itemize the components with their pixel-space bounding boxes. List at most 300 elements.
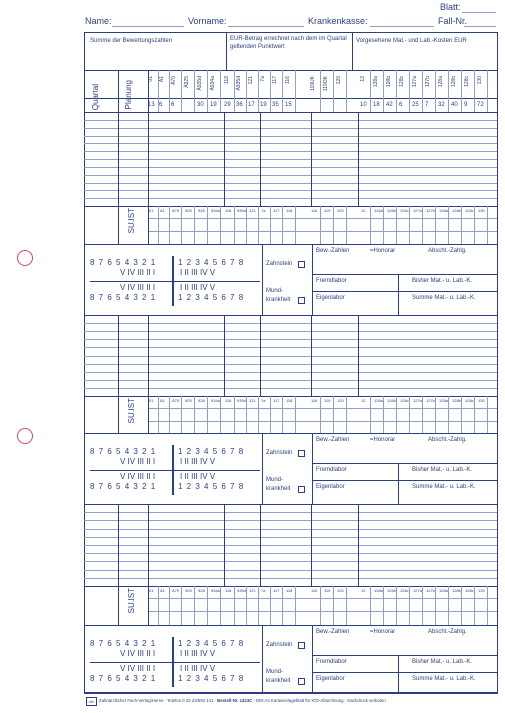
su-label: SU. [127, 410, 136, 424]
su-column-divider-6 [234, 586, 235, 625]
writing-line[interactable] [84, 120, 497, 121]
su-code-3: 925 [185, 588, 192, 593]
su-column-divider-16 [383, 396, 384, 433]
block-bottom-line [84, 692, 497, 693]
writing-column-divider-5 [358, 315, 359, 396]
su-code-9: 7a [261, 398, 266, 403]
abscht-label: Abscht.-Zahlg. [428, 629, 467, 635]
column-code-17: 128b [386, 76, 392, 88]
ist-label: IST [127, 398, 136, 411]
writing-line[interactable] [84, 190, 497, 191]
su-code-14: 120 [337, 208, 344, 213]
su-code-2: Ä70 [172, 208, 180, 213]
writing-line[interactable] [84, 143, 497, 144]
su-code-14: 120 [337, 398, 344, 403]
su-ist-code-line [148, 218, 497, 219]
su-code-20: 127b [426, 208, 435, 213]
su-code-17: 126b [387, 588, 396, 593]
column-number-17: 42 [386, 102, 393, 108]
column-divider-19 [422, 70, 423, 112]
billing-line-1 [312, 274, 497, 275]
mund-label: Mund- [266, 288, 284, 294]
column-code-7: Ä935d [236, 76, 242, 91]
bisher-label: Bisher Mat.- u. Lab.-K. [412, 278, 473, 284]
column-divider-24 [487, 70, 488, 112]
su-ist-code-line [148, 408, 497, 409]
su-code-18: 126c [400, 398, 409, 403]
su-code-16: 126a [374, 588, 383, 593]
teeth-upper-left: 1 2 3 4 5 6 7 8 [178, 258, 245, 267]
su-code-4: 928 [198, 588, 205, 593]
su-column-divider-24 [487, 586, 488, 625]
writing-line[interactable] [84, 388, 497, 389]
su-column-divider-5 [220, 206, 221, 244]
column-number-19: 25 [412, 102, 419, 108]
su-code-1: Ä1 [160, 208, 165, 213]
column-code-16: 128a [373, 76, 379, 88]
column-divider-15 [370, 70, 371, 112]
su-column-divider-8 [258, 396, 259, 433]
su-code-6: 118 [225, 588, 232, 593]
column-code-18: 128c [399, 76, 405, 87]
su-code-4: 928 [198, 398, 205, 403]
su-code-8: 121 [249, 588, 256, 593]
su-code-11: 118 [286, 588, 293, 593]
eur-betrag-label: EUR-Betrag errechnet nach dem im Quartal geltenden Punktwert [230, 36, 347, 50]
column-divider-8 [258, 70, 259, 112]
bew-zahlen-label: Bew.-Zahlen [316, 248, 350, 254]
ist-label: IST [127, 588, 136, 601]
writing-line[interactable] [84, 356, 497, 357]
su-column-divider-4 [207, 396, 208, 433]
su-column-divider-3 [194, 586, 195, 625]
su-column-divider-17 [396, 206, 397, 244]
column-divider-14 [346, 70, 347, 112]
writing-line[interactable] [84, 372, 497, 373]
teeth-milk-lower-left: I II III IV V [180, 472, 216, 481]
zahnstein-checkbox[interactable] [298, 261, 305, 268]
writing-column-divider-4 [311, 504, 312, 586]
column-number-22: 40 [451, 102, 458, 108]
writing-column-divider-5 [358, 504, 359, 586]
honorar-label: =Honorar [370, 248, 396, 254]
vorgesehene-label: Vorgesehene Mat.- und Lab.-Kosten EUR [356, 38, 467, 44]
su-column-divider-15 [370, 206, 371, 244]
column-number-9: 19 [260, 102, 267, 108]
column-code-0: 01 [148, 76, 154, 82]
column-code-22: 128b [451, 76, 457, 88]
su-column-divider-8 [258, 586, 259, 625]
su-column-divider-8 [258, 206, 259, 244]
writing-line[interactable] [84, 331, 497, 332]
teeth-lower-right: 8 7 6 5 4 3 2 1 [90, 482, 157, 491]
writing-column-divider-0 [118, 504, 119, 586]
teeth-milk-lower-right: V IV III II I [120, 664, 156, 673]
column-divider-13 [333, 70, 334, 112]
su-column-divider-7 [246, 396, 247, 433]
su-code-0: 01 [149, 208, 154, 213]
su-code-5: 934a [211, 398, 220, 403]
su-column-divider-22 [461, 586, 462, 625]
writing-line[interactable] [84, 520, 497, 521]
su-column-divider-0 [158, 586, 159, 625]
teeth-milk-lower-right: V IV III II I [120, 472, 156, 481]
su-code-13: 119 [324, 588, 331, 593]
eigenlabor-label: Eigenlabor [316, 295, 345, 301]
su-code-15: 12 [361, 208, 366, 213]
writing-column-divider-2 [224, 112, 225, 206]
column-divider-1 [169, 70, 170, 112]
su-code-15: 12 [361, 398, 366, 403]
writing-column-divider-0 [118, 112, 119, 206]
column-divider-11 [295, 70, 296, 112]
writing-line[interactable] [84, 570, 497, 571]
su-code-6: 118 [225, 398, 232, 403]
teeth-lower-left: 1 2 3 4 5 6 7 8 [178, 482, 245, 491]
column-number-8: 17 [248, 102, 255, 108]
writing-line[interactable] [84, 198, 497, 199]
su-code-20: 127b [426, 588, 435, 593]
su-ist-code-line [148, 598, 497, 599]
su-column-divider-18 [409, 586, 410, 625]
writing-column-divider-3 [260, 504, 261, 586]
honorar-label: =Honorar [370, 437, 396, 443]
su-column-divider-11 [295, 586, 296, 625]
teeth-horizontal-axis [90, 281, 260, 282]
teeth-billing-divider [262, 244, 263, 315]
writing-line[interactable] [84, 339, 497, 340]
writing-line[interactable] [84, 578, 497, 579]
su-ist-divider [118, 586, 119, 625]
column-code-6: 118 [224, 76, 230, 84]
su-column-divider-16 [383, 586, 384, 625]
su-ist-bottom-line [84, 625, 497, 626]
mund-label: Mund- [266, 477, 284, 483]
name-label: Name: [85, 16, 112, 26]
writing-line[interactable] [84, 364, 497, 365]
su-column-divider-20 [435, 586, 436, 625]
su-column-divider-5 [220, 586, 221, 625]
su-column-divider-13 [333, 586, 334, 625]
teeth-horizontal-axis [90, 470, 260, 471]
writing-line[interactable] [84, 347, 497, 348]
billing-mid-divider [398, 655, 399, 692]
column-code-21: 128a [438, 76, 444, 88]
su-code-19: 127a [413, 208, 422, 213]
fremdlabor-label: Fremdlabor [316, 467, 347, 473]
teeth-billing-divider [262, 625, 263, 692]
column-divider-10 [282, 70, 283, 112]
su-code-19: 127a [413, 398, 422, 403]
writing-column-divider-4 [311, 315, 312, 396]
su-column-divider-23 [474, 396, 475, 433]
writing-line[interactable] [84, 151, 497, 152]
su-column-divider-11 [295, 396, 296, 433]
column-code-4: Ä935d [197, 76, 203, 91]
teeth-milk-upper-right: V IV III II I [120, 649, 156, 658]
bisher-label: Bisher Mat.- u. Lab.-K. [412, 659, 473, 665]
su-column-divider-4 [207, 206, 208, 244]
su-label: SU. [127, 220, 136, 234]
su-column-divider-15 [370, 396, 371, 433]
eigenlabor-label: Eigenlabor [316, 676, 345, 682]
teeth-upper-right: 8 7 6 5 4 3 2 1 [90, 258, 157, 267]
column-code-10: 117 [272, 76, 278, 84]
column-number-23: 9 [464, 102, 468, 108]
writing-line[interactable] [84, 159, 497, 160]
su-code-24: 130 [478, 208, 485, 213]
column-divider-17 [396, 70, 397, 112]
column-code-20: 127b [425, 76, 431, 88]
su-column-divider-9 [270, 206, 271, 244]
column-divider-23 [474, 70, 475, 112]
su-code-23: 128c [465, 208, 474, 213]
su-code-23: 128c [465, 588, 474, 593]
su-column-divider-1 [169, 586, 170, 625]
billing-mid-divider [398, 463, 399, 504]
su-column-divider-12 [320, 206, 321, 244]
writing-line[interactable] [84, 175, 497, 176]
su-ist-divider [118, 396, 119, 433]
su-column-divider-24 [487, 396, 488, 433]
su-column-divider-20 [435, 206, 436, 244]
su-column-divider-12 [320, 586, 321, 625]
su-column-divider-19 [422, 586, 423, 625]
column-divider-12 [320, 70, 321, 112]
column-code-14: 120 [336, 76, 342, 85]
su-code-1: Ä1 [160, 588, 165, 593]
vorname-label: Vorname: [188, 16, 227, 26]
krankheit-label: krankheit [266, 297, 291, 303]
column-code-13: 119OK [323, 76, 329, 92]
su-code-2: Ä70 [172, 398, 180, 403]
krankheit-label: krankheit [266, 678, 291, 684]
billing-line-1 [312, 463, 497, 464]
planung-label: Planung [124, 80, 133, 110]
su-code-18: 126c [400, 208, 409, 213]
bew-zahlen-label: Bew.-Zahlen [316, 629, 350, 635]
su-code-3: 925 [185, 398, 192, 403]
zahnstein-checkbox[interactable] [298, 642, 305, 649]
su-code-22: 128b [452, 208, 461, 213]
su-code-22: 128b [452, 398, 461, 403]
writing-line[interactable] [84, 512, 497, 513]
su-column-divider-21 [448, 396, 449, 433]
su-code-9: 7a [261, 208, 266, 213]
su-column-divider-7 [246, 586, 247, 625]
mundkrankheit-checkbox[interactable] [298, 486, 305, 493]
teeth-upper-right: 8 7 6 5 4 3 2 1 [90, 447, 157, 456]
column-divider-16 [383, 70, 384, 112]
su-code-8: 121 [249, 208, 256, 213]
teeth-vertical-axis [172, 256, 174, 306]
su-code-7: 935d [237, 398, 246, 403]
billing-table-left [312, 433, 313, 504]
billing-line-2 [312, 291, 497, 292]
su-column-divider-2 [181, 396, 182, 433]
teeth-lower-left: 1 2 3 4 5 6 7 8 [178, 293, 245, 302]
writing-line[interactable] [84, 183, 497, 184]
su-code-13: 119 [324, 208, 331, 213]
su-code-10: 117 [273, 398, 280, 403]
su-code-21: 128a [439, 398, 448, 403]
writing-line[interactable] [84, 167, 497, 168]
teeth-milk-upper-right: V IV III II I [120, 268, 156, 277]
column-number-20: 7 [425, 102, 429, 108]
writing-column-divider-0 [118, 315, 119, 396]
column-code-8: 121 [248, 76, 254, 85]
su-column-divider-3 [194, 396, 195, 433]
su-code-17: 126b [387, 398, 396, 403]
su-column-divider-0 [158, 396, 159, 433]
column-number-0: 13 [148, 102, 155, 108]
su-ist-mid-line [148, 231, 497, 232]
teeth-vertical-axis [172, 637, 174, 687]
column-divider-9 [270, 70, 271, 112]
su-column-divider-19 [422, 206, 423, 244]
column-code-12: 119UK [310, 76, 316, 91]
su-code-22: 128b [452, 588, 461, 593]
zahnstein-checkbox[interactable] [298, 450, 305, 457]
su-code-19: 127a [413, 588, 422, 593]
su-ist-mid-line [148, 421, 497, 422]
su-column-divider-23 [474, 586, 475, 625]
su-code-11: 118 [286, 398, 293, 403]
su-column-divider-14 [346, 396, 347, 433]
teeth-milk-lower-right: V IV III II I [120, 283, 156, 292]
column-code-9: 7a [260, 76, 266, 82]
su-column-divider-10 [282, 586, 283, 625]
su-code-14: 120 [337, 588, 344, 593]
teeth-milk-upper-left: I II III IV V [180, 649, 216, 658]
writing-column-divider-2 [224, 315, 225, 396]
column-number-2: 6 [171, 102, 175, 108]
su-code-24: 130 [478, 398, 485, 403]
writing-line[interactable] [84, 128, 497, 129]
su-column-divider-3 [194, 206, 195, 244]
su-code-5: 934a [211, 588, 220, 593]
column-code-3: Ä925 [184, 76, 190, 88]
su-code-2: Ä70 [172, 588, 180, 593]
teeth-billing-divider [262, 433, 263, 504]
column-code-23: 128c [464, 76, 470, 87]
teeth-lower-right: 8 7 6 5 4 3 2 1 [90, 293, 157, 302]
column-number-6: 29 [224, 102, 231, 108]
summe-mat-label: Summe Mat.- u. Lab.-K. [412, 676, 476, 682]
quartal-divider [118, 70, 119, 112]
writing-column-divider-4 [311, 112, 312, 206]
su-code-6: 118 [225, 208, 232, 213]
su-column-divider-9 [270, 586, 271, 625]
su-code-20: 127b [426, 398, 435, 403]
writing-line[interactable] [84, 561, 497, 562]
su-code-23: 128c [465, 398, 474, 403]
writing-line[interactable] [84, 537, 497, 538]
column-divider-3 [194, 70, 195, 112]
krankenkasse-label: Krankenkasse: [308, 16, 368, 26]
su-column-divider-6 [234, 396, 235, 433]
writing-line[interactable] [84, 529, 497, 530]
teeth-milk-upper-right: V IV III II I [120, 457, 156, 466]
column-divider-2 [181, 70, 182, 112]
column-divider-18 [409, 70, 410, 112]
column-divider-0 [158, 70, 159, 112]
summe-mat-label: Summe Mat.- u. Lab.-K. [412, 295, 476, 301]
writing-line[interactable] [84, 545, 497, 546]
writing-column-divider-5 [358, 112, 359, 206]
bisher-label: Bisher Mat.- u. Lab.-K. [412, 467, 473, 473]
zahnstein-label: Zahnstein [266, 450, 293, 456]
su-column-divider-12 [320, 396, 321, 433]
fremdlabor-label: Fremdlabor [316, 278, 347, 284]
su-column-divider-22 [461, 396, 462, 433]
billing-table-left [312, 244, 313, 315]
column-divider-4 [207, 70, 208, 112]
su-column-divider-24 [487, 206, 488, 244]
column-divider-6 [234, 70, 235, 112]
column-code-19: 127a [412, 76, 418, 88]
zahnstein-label: Zahnstein [266, 642, 293, 648]
footer-publisher: Zahnärztlicher Fach-Verlag/Herne · Telefon 0 23 23/593 141 · Bestell-Nr. 1423C · DIN A4 Karteieinlageblatt für KfO-Abrechnung · Nachdruck verboten [99, 698, 386, 703]
mundkrankheit-checkbox[interactable] [298, 297, 305, 304]
su-code-10: 117 [273, 208, 280, 213]
writing-line[interactable] [84, 380, 497, 381]
su-code-4: 928 [198, 208, 205, 213]
su-code-0: 01 [149, 588, 154, 593]
writing-column-divider-2 [224, 504, 225, 586]
writing-line[interactable] [84, 136, 497, 137]
writing-column-divider-3 [260, 112, 261, 206]
writing-line[interactable] [84, 323, 497, 324]
su-column-divider-13 [333, 206, 334, 244]
column-divider-7 [246, 70, 247, 112]
column-code-5: Ä934a [210, 76, 216, 91]
fall-nr-label: Fall-Nr. [438, 16, 467, 26]
header-bottom-line [84, 112, 497, 113]
column-number-18: 6 [399, 102, 403, 108]
billing-line-2 [312, 480, 497, 481]
column-number-7: 36 [236, 102, 243, 108]
su-code-24: 130 [478, 588, 485, 593]
mundkrankheit-checkbox[interactable] [298, 678, 305, 685]
column-number-10: 35 [272, 102, 279, 108]
bew-zahlen-label: Bew.-Zahlen [316, 437, 350, 443]
su-ist-divider [118, 206, 119, 244]
teeth-milk-lower-left: I II III IV V [180, 664, 216, 673]
billing-line-1 [312, 655, 497, 656]
column-number-11: 15 [285, 102, 292, 108]
su-column-divider-21 [448, 586, 449, 625]
column-divider-5 [220, 70, 221, 112]
column-code-11: 116 [285, 76, 291, 84]
su-code-1: Ä1 [160, 398, 165, 403]
su-column-divider-17 [396, 586, 397, 625]
column-number-21: 32 [438, 102, 445, 108]
writing-line[interactable] [84, 553, 497, 554]
su-code-5: 934a [211, 208, 220, 213]
su-code-7: 935d [237, 588, 246, 593]
writing-column-divider-1 [148, 315, 149, 396]
column-number-4: 30 [197, 102, 204, 108]
su-column-divider-10 [282, 396, 283, 433]
su-ist-bottom-line [84, 244, 497, 245]
su-code-9: 7a [261, 588, 266, 593]
su-column-divider-1 [169, 206, 170, 244]
writing-column-divider-1 [148, 112, 149, 206]
su-code-16: 126a [374, 398, 383, 403]
teeth-upper-right: 8 7 6 5 4 3 2 1 [90, 639, 157, 648]
zahnstein-label: Zahnstein [266, 261, 293, 267]
